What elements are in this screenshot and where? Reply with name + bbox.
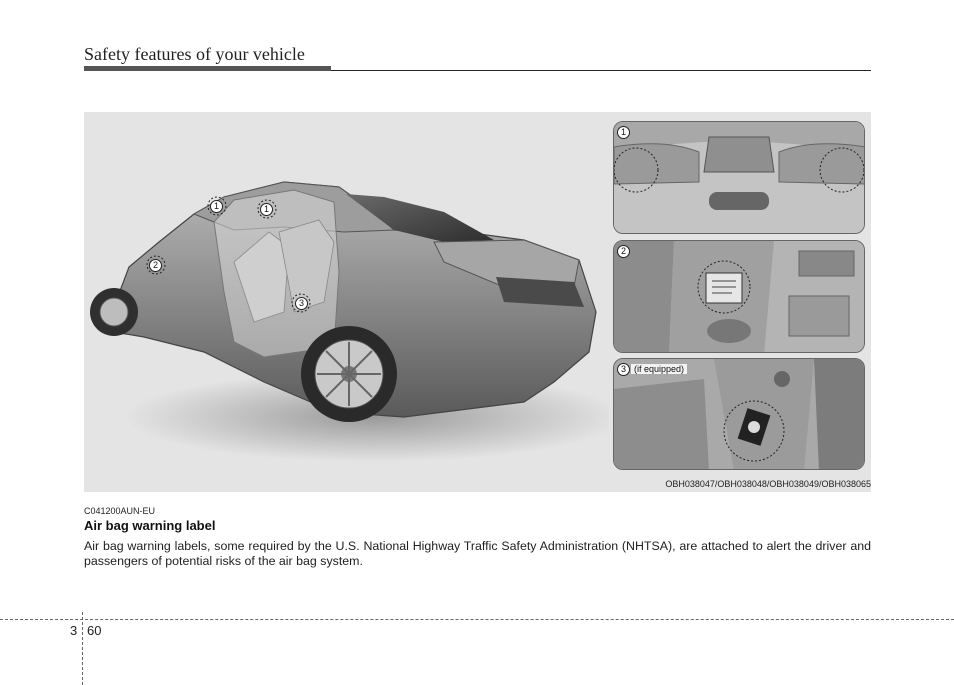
chapter-number: 3: [70, 623, 78, 638]
footer-divider: [82, 612, 83, 685]
main-callout-2: 2: [149, 259, 162, 272]
figure-caption: OBH038047/OBH038048/OBH038049/OBH038065: [665, 479, 871, 489]
inset-door-pillar: [613, 358, 865, 470]
dashboard-illustration: [614, 241, 865, 353]
main-callout-1a: 1: [210, 200, 223, 213]
main-callout-1b: 1: [260, 203, 273, 216]
footer-rule: [0, 619, 954, 620]
if-equipped-note: (if equipped): [631, 364, 687, 374]
header-rule: [331, 70, 871, 71]
sunvisor-illustration: [614, 122, 865, 234]
inset-3-number: 3: [617, 363, 630, 376]
section-body: Air bag warning labels, some required by the U.S. National Highway Traffic Safety Administration (NHTSA), are attached to alert the driver and passengers of potential risks of the air bag system.: [84, 539, 871, 568]
section-heading: Air bag warning label: [84, 518, 216, 533]
main-callout-3: 3: [295, 297, 308, 310]
section-code: C041200AUN-EU: [84, 506, 156, 516]
header-bar: [84, 66, 331, 71]
illustration-figure: [84, 112, 871, 492]
inset-2-number: 2: [617, 245, 630, 258]
inset-dashboard: [613, 240, 865, 353]
inset-sunvisor: [613, 121, 865, 234]
page-number: 60: [87, 623, 102, 638]
front-rim: [100, 298, 128, 326]
inset-1-number: 1: [617, 126, 630, 139]
car-illustration: [84, 112, 609, 492]
door-pillar-illustration: [614, 359, 865, 470]
header-title: Safety features of your vehicle: [84, 44, 305, 64]
